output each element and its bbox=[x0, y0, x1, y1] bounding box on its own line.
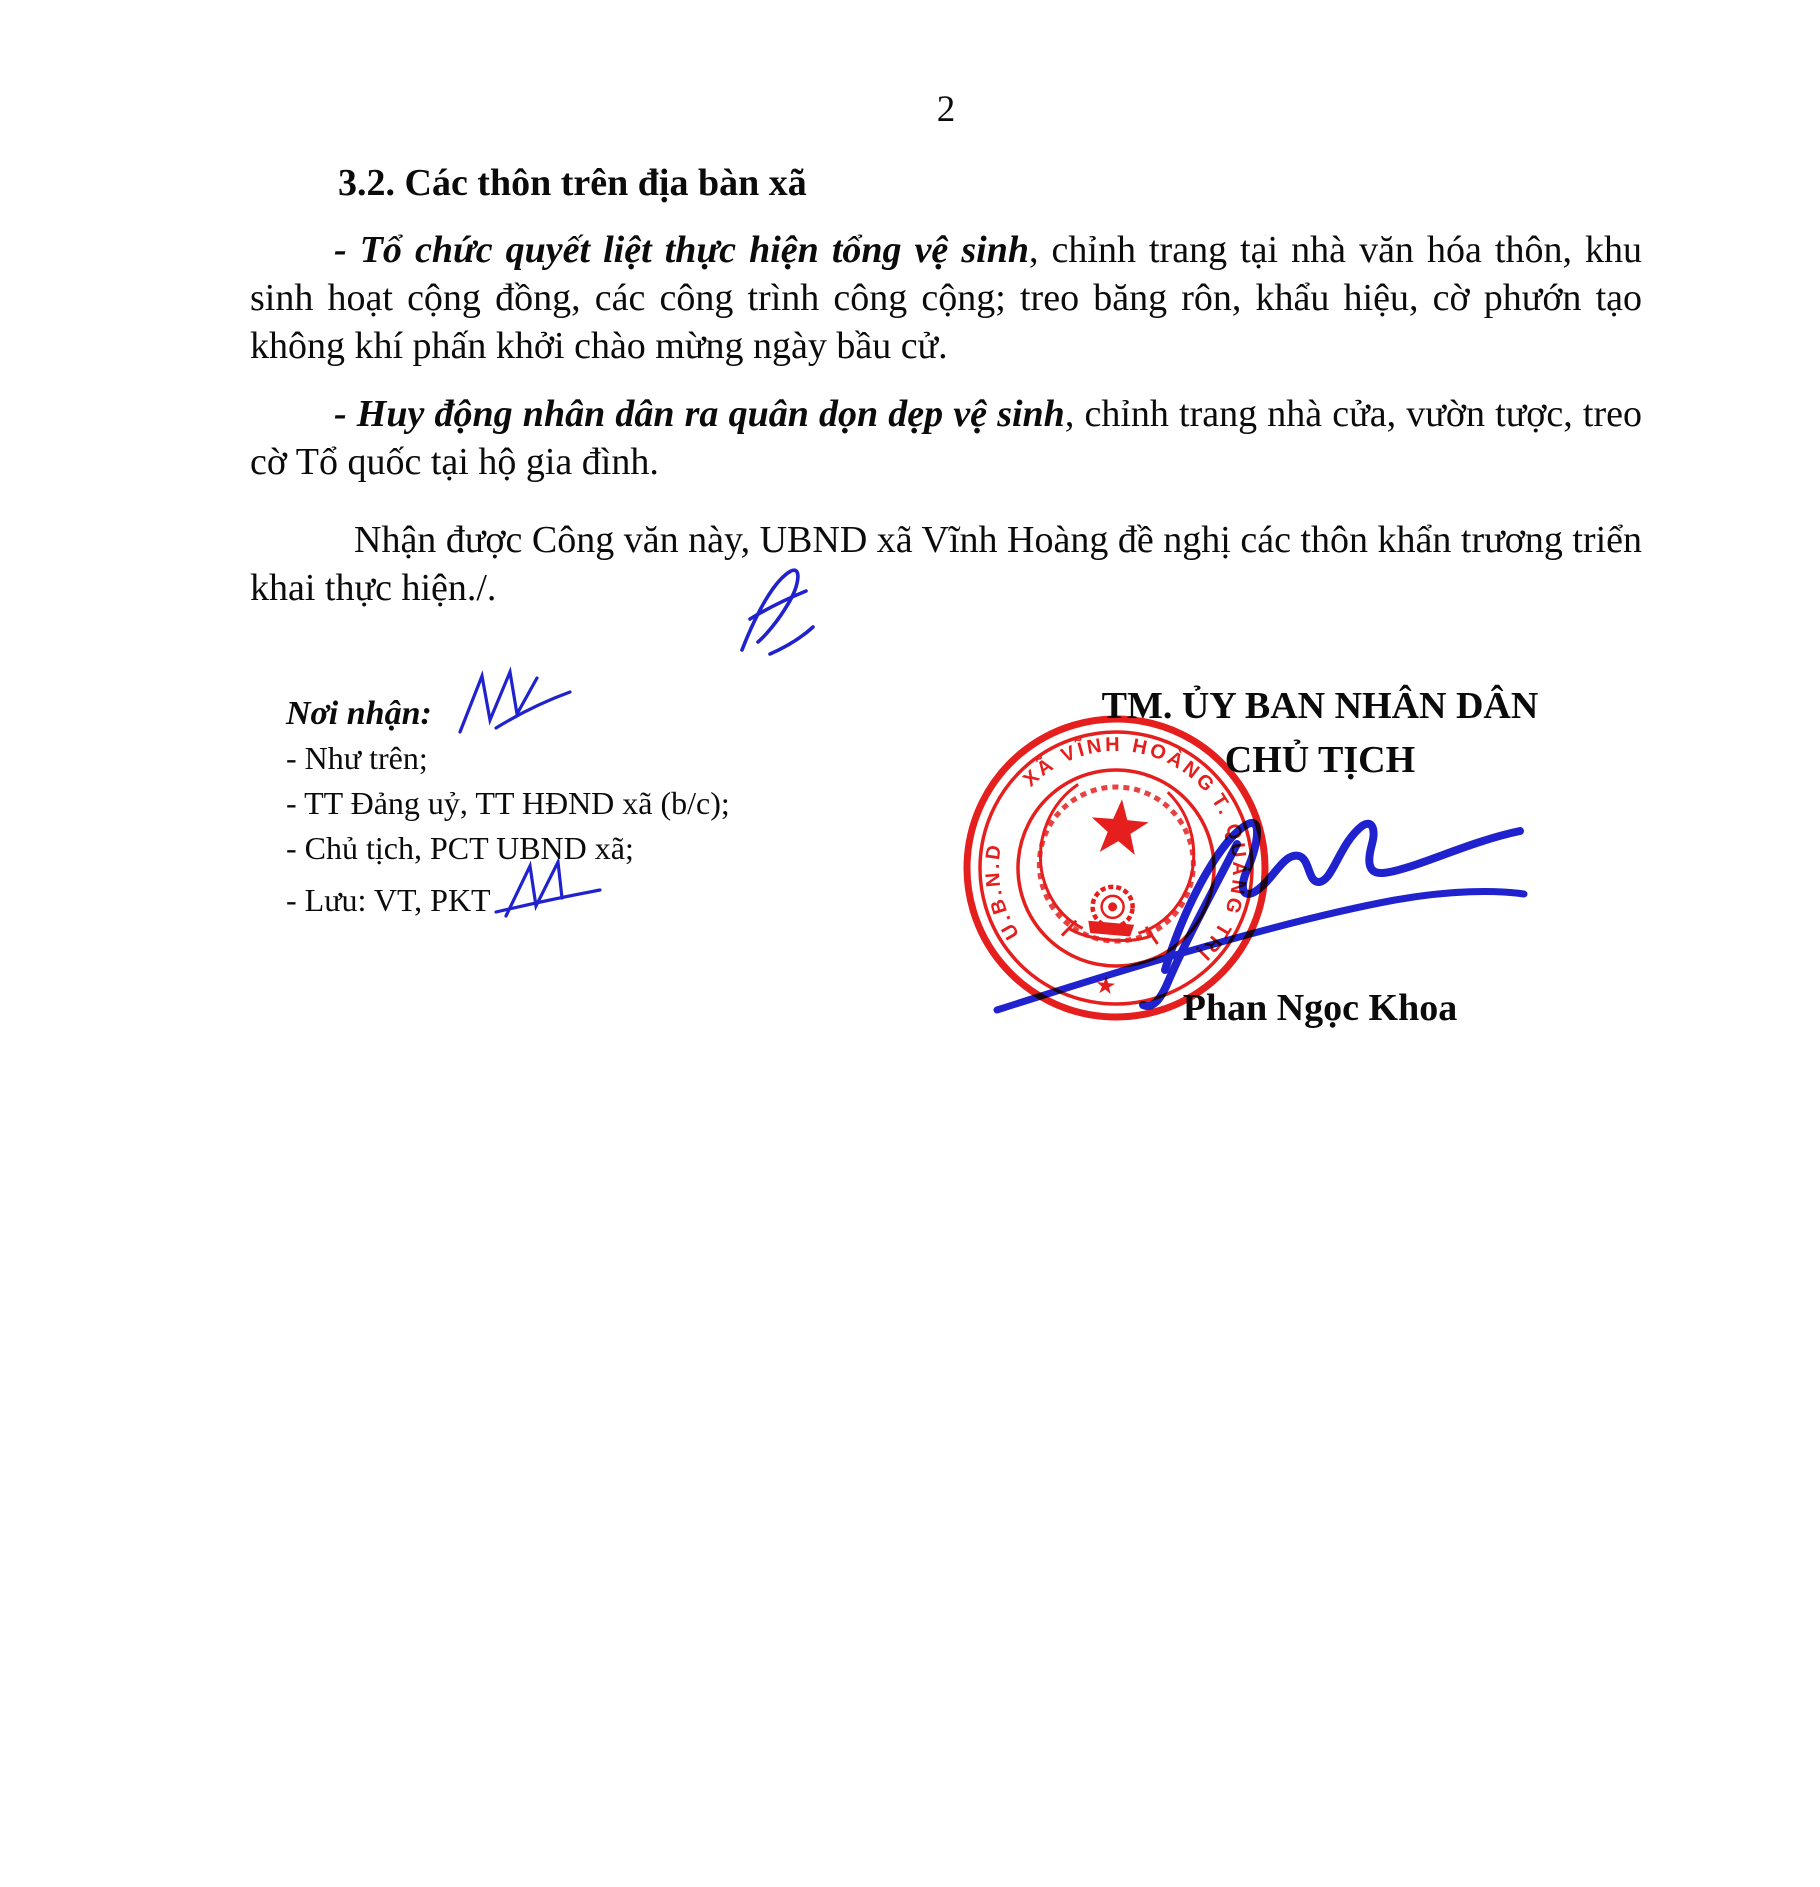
seal-left-text: U.B.N.D bbox=[981, 840, 1024, 944]
paragraph-mobilize-people bbox=[250, 390, 1642, 486]
seal-bottom-star: ★ bbox=[1093, 972, 1118, 1001]
paragraph-body-text: , chỉnh trang nhà cửa, vườn tược, treo cờ Tổ quốc tại hộ gia đình. bbox=[250, 393, 1642, 483]
chairman-signature bbox=[975, 752, 1550, 1037]
paragraph-body-text: Nhận được Công văn này, UBND xã Vĩnh Hoàng đề nghị các thôn khẩn trương triển khai thực hiện./. bbox=[250, 519, 1642, 609]
paragraph-closing-request bbox=[250, 516, 1642, 612]
recipient-item: - Chủ tịch, PCT UBND xã; bbox=[286, 830, 634, 866]
paragraph-lead-bold-italic: - Tổ chức quyết liệt thực hiện tổng vệ sinh bbox=[334, 229, 1029, 271]
clerk-initials-scribble bbox=[444, 660, 584, 748]
signing-authority-line: TM. ỦY BAN NHÂN DÂN bbox=[1101, 685, 1539, 727]
recipient-item: - Như trên; bbox=[286, 740, 428, 776]
seal-right-text: T. QUẢNG TRỊ bbox=[1191, 790, 1251, 967]
page-number: 2 bbox=[936, 89, 956, 130]
recipients-label: Nơi nhận: bbox=[286, 695, 432, 732]
paragraph-lead-bold-italic: - Huy động nhân dân ra quân dọn dẹp vệ sinh bbox=[334, 393, 1065, 435]
signature-descender bbox=[1143, 844, 1237, 1006]
signer-name: Phan Ngọc Khoa bbox=[1182, 987, 1458, 1029]
signer-title-line: CHỦ TỊCH bbox=[1224, 739, 1416, 781]
signature-flourish bbox=[1165, 823, 1520, 970]
initial-signature-scribble bbox=[712, 556, 830, 660]
paragraph-clean-up-campaign bbox=[250, 226, 1642, 370]
recipient-item: - Lưu: VT, PKT bbox=[286, 882, 491, 918]
signature-underline bbox=[997, 892, 1524, 1010]
recipient-item: - TT Đảng uỷ, TT HĐND xã (b/c); bbox=[286, 785, 730, 821]
archivist-initials-scribble bbox=[488, 852, 608, 928]
paragraph-body-text: , chỉnh trang tại nhà văn hóa thôn, khu sinh hoạt cộng đồng, các công trình công cộng; treo băng rôn, khẩu hiệu, cờ phướn tạo không khí phấn khởi chào mừng ngày bầu cử. bbox=[250, 229, 1643, 367]
seal-top-text: XÃ VĨNH HOÀNG bbox=[1019, 733, 1221, 799]
section-heading: 3.2. Các thôn trên địa bàn xã bbox=[338, 162, 807, 204]
